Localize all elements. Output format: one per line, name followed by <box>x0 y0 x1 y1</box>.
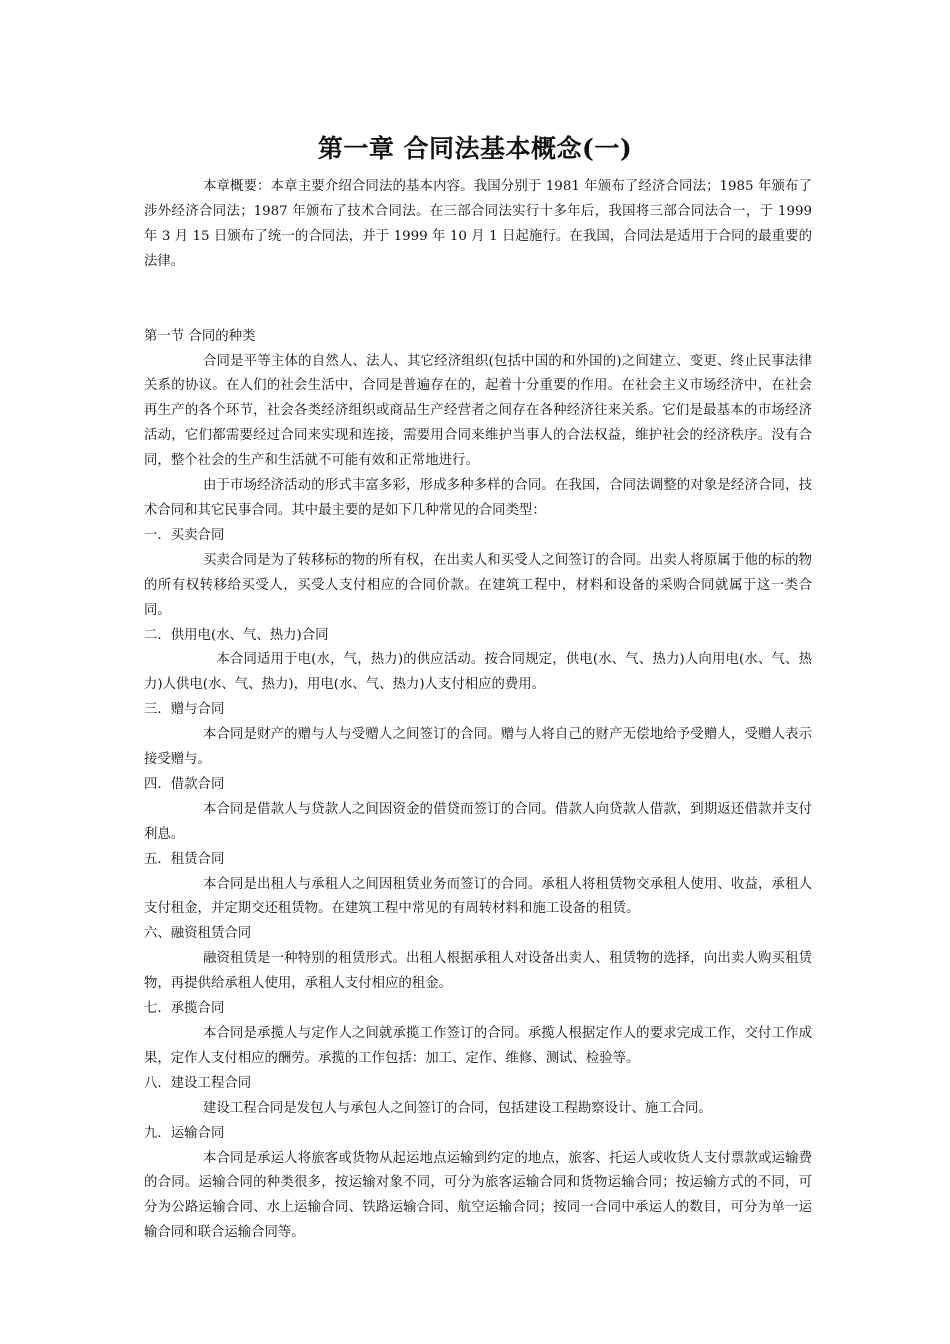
contract-type-heading: 九．运输合同 <box>144 1125 225 1141</box>
contract-type-description: 本合同是财产的赠与人与受赠人之间签订的合同。赠与人将自己的财产无偿地给予受赠人，受赠人表示接受赠与。 <box>144 727 812 768</box>
contract-type-heading: 三．赠与合同 <box>144 702 225 718</box>
spacer <box>144 275 812 325</box>
contract-type-heading: 四．借款合同 <box>144 776 225 792</box>
contract-type-heading: 二．供用电(水、气、热力)合同 <box>144 627 329 643</box>
section-intro-paragraph: 由于市场经济活动的形式丰富多彩，形成多种多样的合同。在我国，合同法调整的对象是经济合同，技术合同和其它民事合同。其中最主要的是如下几种常见的合同类型： <box>144 478 812 518</box>
contract-type-description: 融资租赁是一种特别的租赁形式。出租人根据承租人对设备出卖人、租赁物的选择，向出卖人购买租赁物，再提供给承租人使用，承租人支付相应的租金。 <box>144 951 812 992</box>
section-intro-paragraph: 合同是平等主体的自然人、法人、其它经济组织(包括中国的和外国的)之间建立、变更、终止民事法律关系的协议。在人们的社会生活中，合同是普遍存在的，起着十分重要的作用。在社会主义市场经济中，在社会再生产的各个环节，社会各类经济组织或商品生产经营者之间存在各种经济往来关系。它们是最基本的市场经济活动，它们都需要经过合同来实现和连接，需要用合同来维护当事人的合法权益，维护社会的经济秩序。没有合同，整个社会的生产和生活就不可能有效和正常地进行。 <box>144 353 812 469</box>
contract-type-description: 建设工程合同是发包人与承包人之间签订的合同，包括建设工程勘察设计、施工合同。 <box>202 1100 712 1116</box>
contract-type-heading: 七．承揽合同 <box>144 1001 225 1017</box>
contract-type-description: 买卖合同是为了转移标的物的所有权，在出卖人和买受人之间签订的合同。出卖人将原属于他的标的物的所有权转移给买受人，买受人支付相应的合同价款。在建筑工程中，材料和设备的采购合同就属于这一类合同。 <box>144 552 812 618</box>
contract-type-description: 本合同是承运人将旅客或货物从起运地点运输到约定的地点，旅客、托运人或收货人支付票款或运输费的合同。运输合同的种类很多，按运输对象不同，可分为旅客运输合同和货物运输合同；按运输方式的不同，可分为公路运输合同、水上运输合同、铁路运输合同、航空运输合同；按同一合同中承运人的数目，可分为单一运输合同和联合运输合同等。 <box>144 1150 812 1241</box>
chapter-title: 第一章 合同法基本概念(一) <box>317 134 633 163</box>
contract-type-description: 本合同是借款人与贷款人之间因资金的借贷而签订的合同。借款人向贷款人借款，到期返还借款并支付利息。 <box>144 801 812 842</box>
contract-type-description: 本合同是出租人与承租人之间因租赁业务而签订的合同。承租人将租赁物交承租人使用、收益，承租人支付租金，并定期交还租赁物。在建筑工程中常见的有周转材料和施工设备的租赁。 <box>144 876 812 917</box>
chapter-summary: 本章概要：本章主要介绍合同法的基本内容。我国分别于 1981 年颁布了经济合同法；1985 年颁布了涉外经济合同法；1987 年颁布了技术合同法。在三部合同法实行十多年后，我国将三部合同法合一，于 1999 年 3 月 15 日颁布了统一的合同法，并于 1999 年 10 月 1 日起施行。在我国，合同法是适用于合同的最重要的法律。 <box>144 179 812 269</box>
document-body <box>144 175 812 1246</box>
contract-type-heading: 八．建设工程合同 <box>144 1075 252 1091</box>
contract-type-heading: 一．买卖合同 <box>144 527 225 543</box>
section-heading: 第一节 合同的种类 <box>144 328 256 344</box>
contract-type-heading: 五．租赁合同 <box>144 851 225 867</box>
contract-type-heading: 六、融资租赁合同 <box>144 926 252 942</box>
contract-type-description: 本合同是承揽人与定作人之间就承揽工作签订的合同。承揽人根据定作人的要求完成工作，交付工作成果，定作人支付相应的酬劳。承揽的工作包括：加工、定作、维修、测试、检验等。 <box>144 1026 812 1066</box>
contract-type-description: 本合同适用于电(水，气，热力)的供应活动。按合同规定，供电(水、气、热力)人向用电(水、气、热力)人供电(水、气、热力)，用电(水、气、热力)人支付相应的费用。 <box>144 652 812 693</box>
